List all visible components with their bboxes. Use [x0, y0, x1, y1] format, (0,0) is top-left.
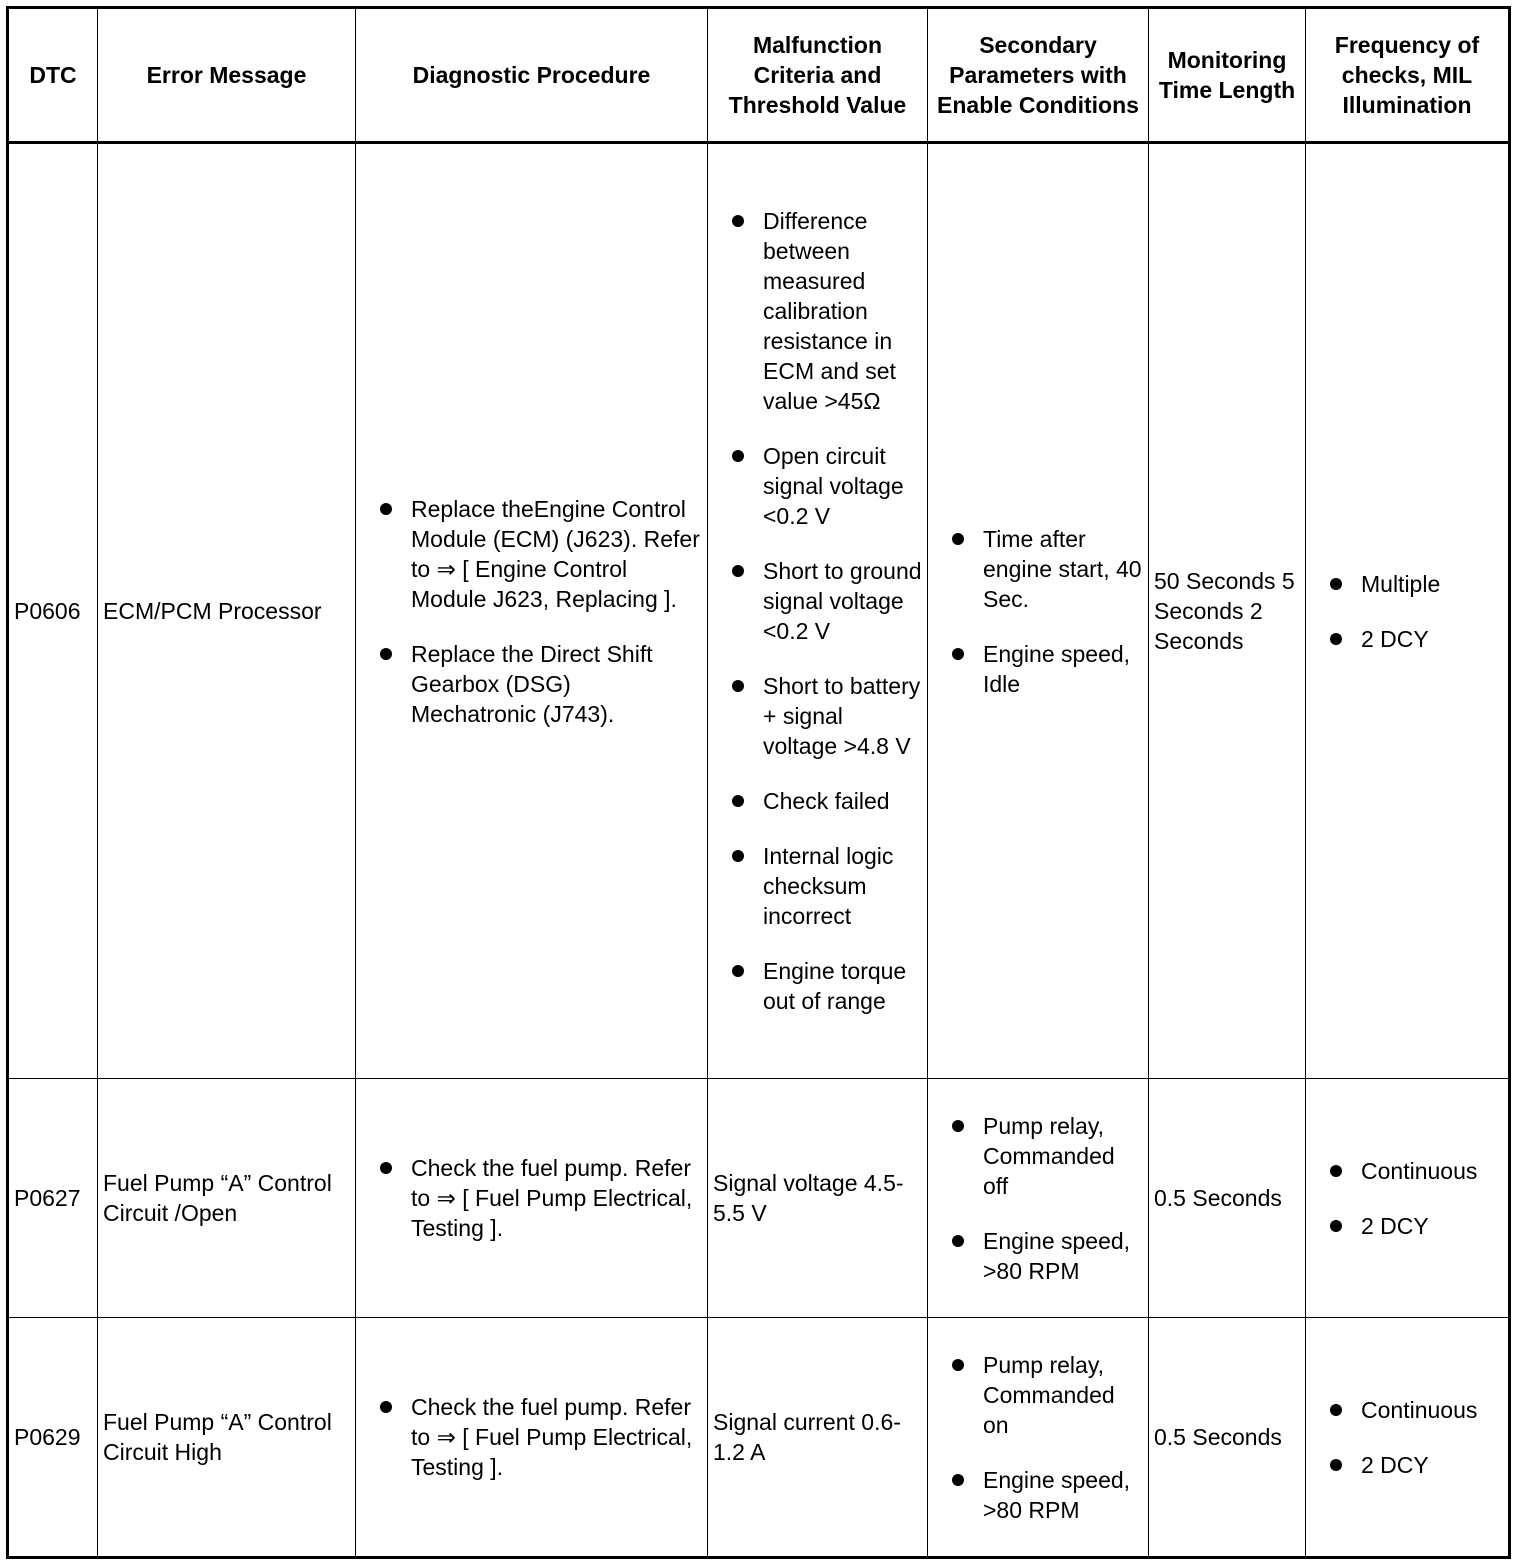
list-item — [361, 1153, 702, 1243]
frequency-mil — [1306, 1318, 1510, 1558]
header-dtc: DTC — [8, 8, 98, 143]
procedure-step: Check the fuel pump. Refer to ⇒ [ Fuel Pump Electrical, Testing ]. — [411, 1394, 693, 1480]
dtc-table — [6, 6, 1511, 1559]
bullet-icon — [952, 533, 964, 545]
secondary-item: Pump relay, Commanded on — [983, 1351, 1115, 1438]
criteria-item: Internal logic checksum incorrect — [763, 843, 894, 929]
procedure-step: Replace the Direct Shift Gearbox (DSG) Mechatronic (J743). — [411, 640, 653, 727]
criteria-item: Difference between measured calibration resistance in ECM and set value >45Ω — [763, 208, 896, 414]
secondary-item: Engine speed, >80 RPM — [983, 1227, 1131, 1284]
malfunction-criteria — [708, 143, 928, 1079]
malfunction-criteria: Signal voltage 4.5-5.5 V — [708, 1079, 928, 1318]
bullet-icon — [1330, 1459, 1342, 1471]
bullet-icon — [732, 215, 744, 227]
bullet-icon — [1330, 1220, 1342, 1232]
secondary-item: Pump relay, Commanded off — [983, 1112, 1115, 1199]
bullet-icon — [1330, 633, 1342, 645]
bullet-icon — [732, 565, 744, 577]
frequency-item: Continuous — [1361, 1396, 1478, 1423]
list-item — [1311, 1395, 1503, 1425]
table-row — [8, 143, 1510, 1079]
monitoring-time: 0.5 Seconds — [1149, 1079, 1306, 1318]
list-item — [933, 1111, 1143, 1201]
frequency-list — [1311, 1395, 1503, 1480]
criteria-list — [713, 206, 922, 1016]
secondary-item: Engine speed, Idle — [983, 640, 1131, 697]
secondary-list — [933, 1350, 1143, 1525]
secondary-parameters — [928, 1079, 1149, 1318]
list-item — [933, 524, 1143, 614]
bullet-icon — [1330, 1165, 1342, 1177]
bullet-icon — [732, 965, 744, 977]
bullet-icon — [952, 1120, 964, 1132]
diagnostic-procedure — [356, 1318, 708, 1558]
bullet-icon — [952, 648, 964, 660]
procedure-step: Check the fuel pump. Refer to ⇒ [ Fuel Pump Electrical, Testing ]. — [411, 1155, 693, 1241]
dtc-code: P0606 — [8, 143, 98, 1079]
list-item — [933, 639, 1143, 699]
bullet-icon — [1330, 1404, 1342, 1416]
monitoring-time: 50 Seconds 5 Seconds 2 Seconds — [1149, 143, 1306, 1079]
list-item — [1311, 1156, 1503, 1186]
header-row — [8, 8, 1510, 143]
secondary-list — [933, 524, 1143, 699]
frequency-item: Multiple — [1361, 570, 1441, 597]
secondary-item: Time after engine start, 40 Sec. — [983, 525, 1142, 612]
bullet-icon — [952, 1235, 964, 1247]
frequency-item: 2 DCY — [1361, 1451, 1429, 1478]
bullet-icon — [732, 450, 744, 462]
procedure-list — [361, 494, 702, 729]
procedure-list — [361, 1153, 702, 1243]
list-item — [713, 671, 922, 761]
header-error-message: Error Message — [98, 8, 356, 143]
list-item — [713, 841, 922, 931]
header-malfunction-criteria: Malfunction Criteria and Threshold Value — [708, 8, 928, 143]
bullet-icon — [380, 1162, 392, 1174]
frequency-item: Continuous — [1361, 1157, 1478, 1184]
criteria-item: Short to battery + signal voltage >4.8 V — [763, 673, 921, 759]
secondary-list — [933, 1111, 1143, 1286]
list-item — [933, 1226, 1143, 1286]
bullet-icon — [380, 1401, 392, 1413]
list-item — [713, 956, 922, 1016]
list-item — [933, 1350, 1143, 1440]
diagnostic-procedure — [356, 1079, 708, 1318]
criteria-item: Short to ground signal voltage <0.2 V — [763, 558, 922, 644]
frequency-item: 2 DCY — [1361, 625, 1429, 652]
criteria-item: Check failed — [763, 788, 890, 814]
secondary-parameters — [928, 1318, 1149, 1558]
error-message: Fuel Pump “A” Control Circuit /Open — [98, 1079, 356, 1318]
diagnostic-procedure — [356, 143, 708, 1079]
secondary-item: Engine speed, >80 RPM — [983, 1466, 1131, 1523]
frequency-mil — [1306, 1079, 1510, 1318]
error-message: Fuel Pump “A” Control Circuit High — [98, 1318, 356, 1558]
header-monitoring-time: Monitoring Time Length — [1149, 8, 1306, 143]
bullet-icon — [1330, 578, 1342, 590]
list-item — [361, 639, 702, 729]
list-item — [1311, 569, 1503, 599]
secondary-parameters — [928, 143, 1149, 1079]
header-frequency-mil: Frequency of checks, MIL Illumination — [1306, 8, 1510, 143]
list-item — [1311, 624, 1503, 654]
bullet-icon — [732, 795, 744, 807]
list-item — [933, 1465, 1143, 1525]
frequency-list — [1311, 569, 1503, 654]
list-item — [713, 206, 922, 416]
list-item — [1311, 1450, 1503, 1480]
error-message: ECM/PCM Processor — [98, 143, 356, 1079]
list-item — [713, 556, 922, 646]
list-item — [713, 441, 922, 531]
dtc-code: P0629 — [8, 1318, 98, 1558]
frequency-list — [1311, 1156, 1503, 1241]
malfunction-criteria: Signal current 0.6-1.2 A — [708, 1318, 928, 1558]
list-item — [361, 494, 702, 614]
dtc-code: P0627 — [8, 1079, 98, 1318]
bullet-icon — [380, 648, 392, 660]
bullet-icon — [952, 1359, 964, 1371]
list-item — [1311, 1211, 1503, 1241]
monitoring-time: 0.5 Seconds — [1149, 1318, 1306, 1558]
criteria-item: Open circuit signal voltage <0.2 V — [763, 443, 904, 529]
table-row — [8, 1318, 1510, 1558]
criteria-item: Engine torque out of range — [763, 958, 907, 1014]
bullet-icon — [732, 850, 744, 862]
bullet-icon — [732, 680, 744, 692]
table-row — [8, 1079, 1510, 1318]
procedure-step: Replace theEngine Control Module (ECM) (J623). Refer to ⇒ [ Engine Control Module J623, Replacing ]. — [411, 495, 700, 612]
frequency-item: 2 DCY — [1361, 1212, 1429, 1239]
list-item — [361, 1392, 702, 1482]
bullet-icon — [952, 1474, 964, 1486]
frequency-mil — [1306, 143, 1510, 1079]
list-item — [713, 786, 922, 816]
bullet-icon — [380, 503, 392, 515]
procedure-list — [361, 1392, 702, 1482]
header-secondary-parameters: Secondary Parameters with Enable Conditions — [928, 8, 1149, 143]
header-diagnostic-procedure: Diagnostic Procedure — [356, 8, 708, 143]
